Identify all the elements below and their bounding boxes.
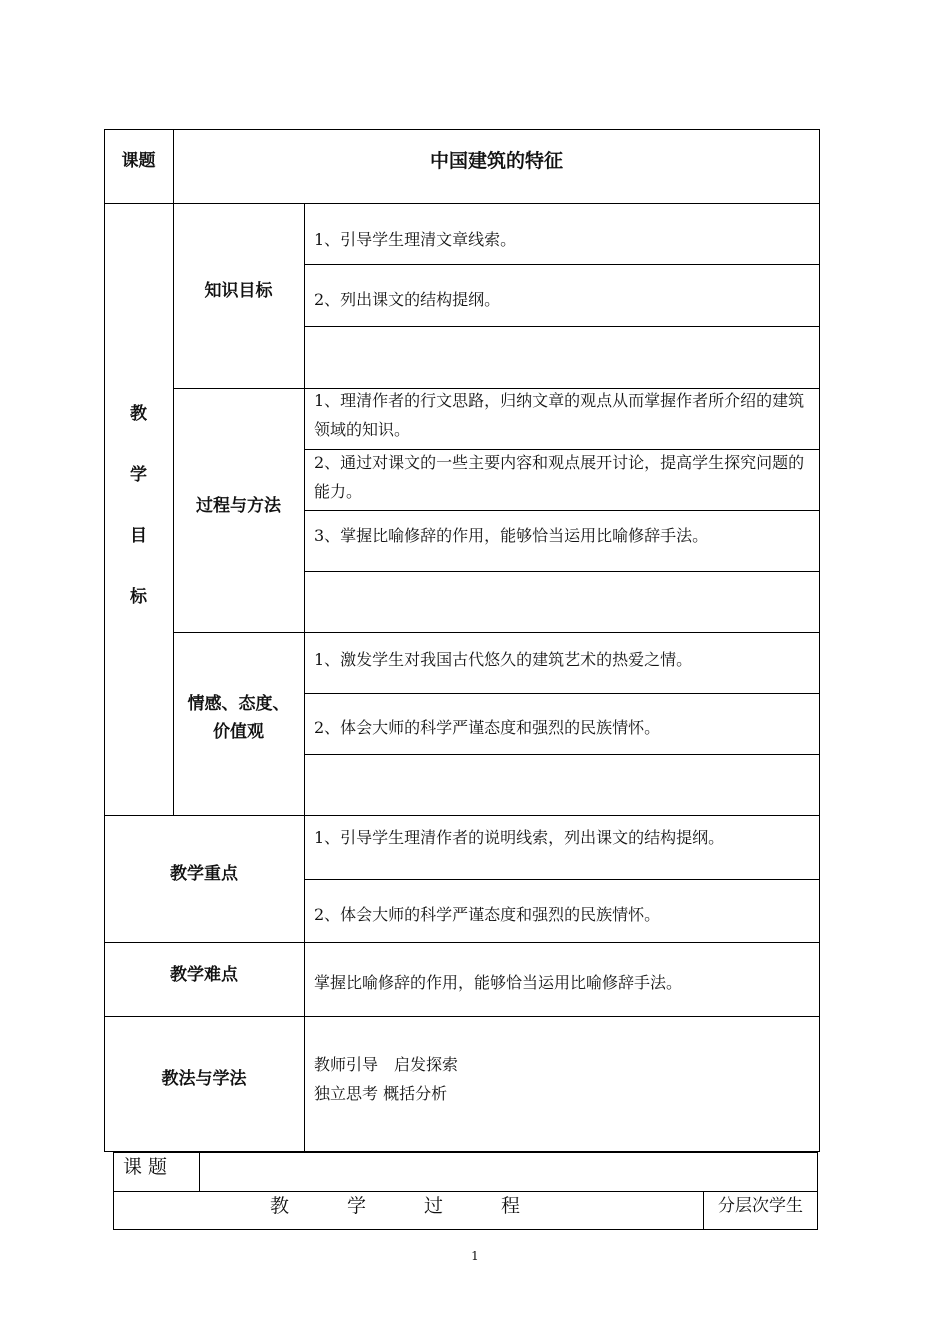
- key-point-2: 2、体会大师的科学严谨态度和强烈的民族情怀。: [314, 905, 661, 924]
- tiered-students-label: 分层次学生: [718, 1196, 803, 1216]
- knowledge-item-2: 2、列出课文的结构提纲。: [314, 290, 501, 309]
- process-item-3: 3、掌握比喻修辞的作用，能够恰当运用比喻修辞手法。: [314, 526, 709, 545]
- key-point-1: 1、引导学生理清作者的说明线索，列出课文的结构提纲。: [314, 828, 725, 847]
- page-number: 1: [471, 1249, 479, 1263]
- emotion-item-1: 1、激发学生对我国古代悠久的建筑艺术的热爱之情。: [314, 650, 693, 669]
- objectives-label: 教 学 目 标: [130, 404, 147, 607]
- knowledge-goal-label: 知识目标: [204, 281, 273, 301]
- difficulties-label: 教学难点: [170, 965, 238, 985]
- emotion-attitude-values-label: 情感、态度、 价值观: [187, 694, 290, 742]
- topic-label: 课题: [121, 151, 156, 171]
- knowledge-item-1: 1、引导学生理清文章线索。: [314, 230, 517, 249]
- emotion-item-2: 2、体会大师的科学严谨态度和强烈的民族情怀。: [314, 718, 661, 737]
- process-topic-label: 课 题: [123, 1156, 168, 1178]
- difficulty-text: 掌握比喻修辞的作用，能够恰当运用比喻修辞手法。: [314, 973, 683, 992]
- methods-line-2: 独立思考 概括分析: [314, 1084, 448, 1103]
- methods-label: 教法与学法: [161, 1069, 247, 1089]
- process-method-label: 过程与方法: [196, 496, 281, 516]
- process-item-2: 2、通过对课文的一些主要内容和观点展开讨论，提高学生探究问题的能力。: [314, 453, 805, 501]
- process-item-1: 1、理清作者的行文思路，归纳文章的观点从而掌握作者所介绍的建筑领域的知识。: [314, 391, 805, 439]
- key-points-label: 教学重点: [170, 864, 238, 884]
- methods-line-1: 教师引导 启发探索: [314, 1055, 459, 1074]
- topic-title: 中国建筑的特征: [429, 150, 563, 172]
- teaching-process-label: 教 学 过 程: [269, 1195, 547, 1217]
